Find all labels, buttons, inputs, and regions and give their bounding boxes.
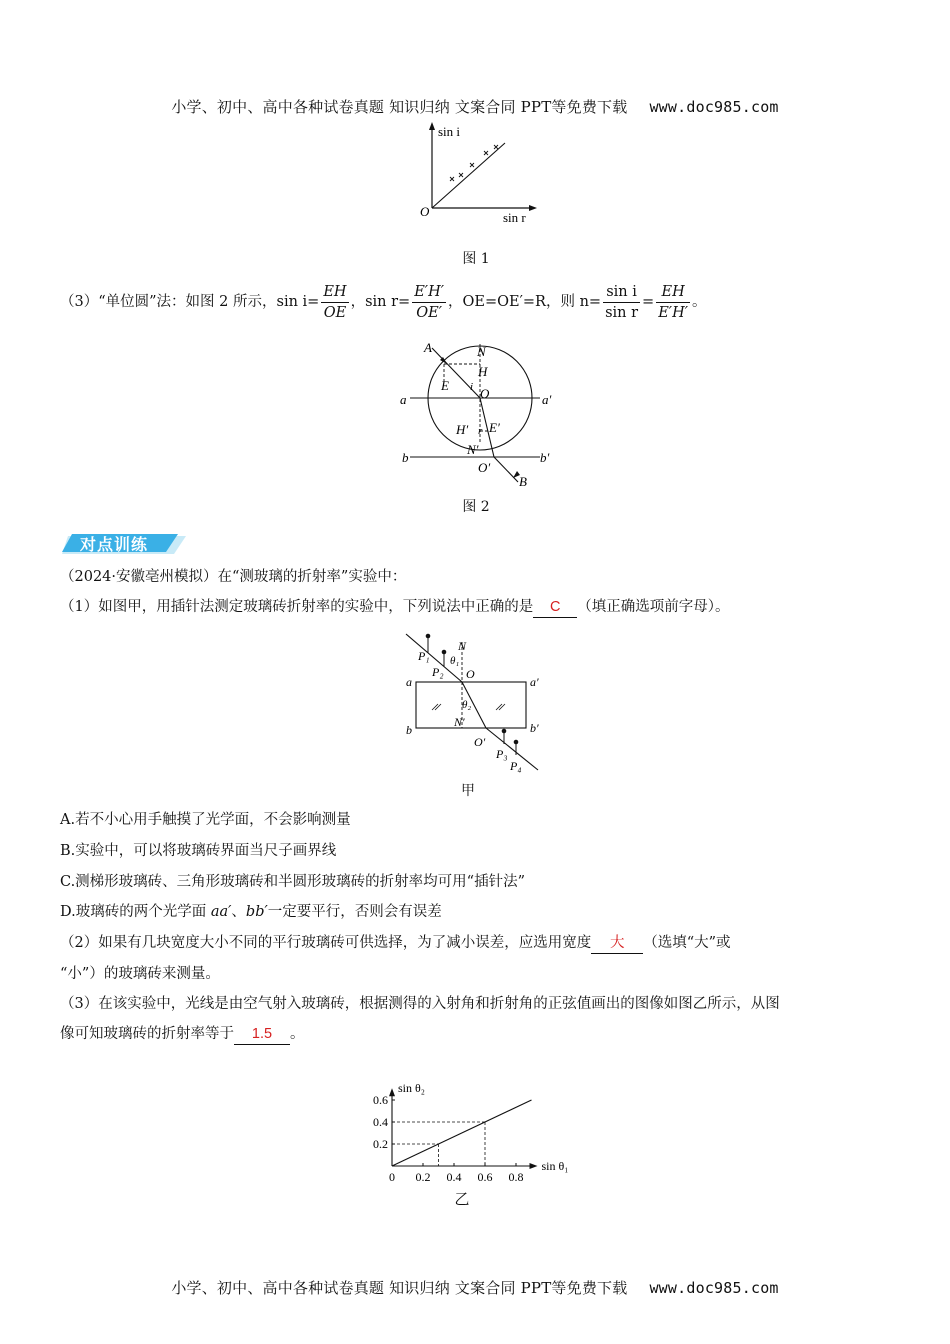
sin-r: sin r: [365, 294, 399, 310]
chart-y-tick-label-0: 0.2: [373, 1137, 388, 1151]
jia-a: a: [406, 675, 412, 689]
header-text: 小学、初中、高中各种试卷真题 知识归纳 文案合同 PPT等免费下载: [171, 98, 628, 116]
q1-answer[interactable]: C: [533, 597, 577, 618]
option-d-prefix: D.玻璃砖的两个光学面: [60, 904, 211, 920]
chart-x-tick-label-1: 0.2: [415, 1170, 431, 1184]
fraction-eh-ehprime: [656, 282, 690, 323]
chart-x-tick-label-4: 0.8: [508, 1170, 524, 1184]
fig1-y-arrow: [429, 122, 435, 130]
chart-caption: 乙: [454, 1190, 470, 1208]
jia-hatch-4: [499, 704, 505, 710]
fig2-E: E: [441, 378, 449, 393]
sin-i: sin i: [276, 294, 308, 310]
fig2-Nprime: N′: [467, 442, 479, 457]
fig2-bprime: b′: [540, 450, 550, 465]
f3-den: sin r: [605, 304, 639, 321]
fig2-O: O: [480, 386, 490, 401]
figure-jia: [398, 630, 548, 778]
jia-aprime: a′: [530, 675, 539, 689]
q2-suffix: （选填“大”或: [643, 935, 731, 951]
fig1-point-4: [484, 151, 488, 155]
fig2-Hprime: H′: [456, 422, 469, 437]
fig2-i: i: [470, 381, 474, 393]
chart-y-tick-label-2: 0.6: [373, 1093, 388, 1107]
q3-line2: [60, 1024, 305, 1045]
badge-label: 对点训练: [80, 535, 149, 554]
jia-P2: P₂: [432, 665, 444, 679]
q3-suffix: 。: [290, 1026, 305, 1042]
f1-den: OE: [323, 304, 347, 321]
q2-line2: “小”）的玻璃砖来测量。: [60, 966, 220, 982]
fig2-B: B: [519, 474, 527, 489]
jia-b: b: [406, 723, 412, 737]
chart-y-arrow: [389, 1088, 395, 1096]
option-d-bb: bb′: [245, 904, 268, 920]
fraction-sin: [603, 282, 640, 323]
chart-y-label: sin θ₂: [398, 1081, 425, 1095]
fraction-eh-oe: [321, 282, 348, 323]
q3-answer[interactable]: 1.5: [234, 1024, 290, 1045]
chart-x-tick-label-0: 0: [389, 1170, 395, 1184]
option-d-aa: aa′: [210, 904, 232, 920]
jia-theta2: θ₂: [462, 699, 472, 711]
question-source: （2024·安徽亳州模拟）在“测玻璃的折射率”实验中：: [60, 569, 407, 585]
q1-suffix: （填正确选项前字母）。: [577, 599, 730, 615]
eq-3: =: [642, 294, 655, 310]
fig2-a: a: [400, 392, 407, 407]
option-d: [60, 902, 442, 922]
fig1-point-5: [494, 145, 498, 149]
fig2-Eprime: E′: [489, 420, 500, 435]
q2-answer[interactable]: 大: [591, 933, 643, 954]
fig2-N: N: [477, 344, 486, 359]
fig2-A: A: [424, 340, 432, 355]
jia-O: O: [466, 667, 475, 681]
jia-Nprime: N′: [454, 715, 465, 729]
fig2-b: b: [402, 450, 409, 465]
page-header: [0, 96, 950, 117]
method3-line: [60, 278, 707, 326]
fig1-fit-line: [432, 143, 505, 208]
figure2-unit-circle: [390, 336, 570, 490]
q2-prefix: （2）如果有几块宽度大小不同的平行玻璃砖可供选择，为了减小误差，应选用宽度: [60, 935, 592, 951]
jia-pins: [426, 634, 519, 755]
chart-x-tick-label-3: 0.6: [477, 1170, 493, 1184]
figure2-caption: 图 2: [462, 499, 490, 515]
jia-hatch-1: [432, 704, 438, 710]
option-a: A.若不小心用手触摸了光学面，不会影响测量: [60, 812, 351, 828]
fig2-Oprime: O′: [478, 460, 491, 475]
option-b: B.实验中，可以将玻璃砖界面当尺子画界线: [60, 843, 337, 859]
fig1-point-2: [459, 173, 463, 177]
f2-num: E′H′: [412, 282, 446, 303]
option-c: C.测梯形玻璃砖、三角形玻璃砖和半圆形玻璃砖的折射率均可用“插针法”: [60, 874, 526, 890]
footer-url[interactable]: www.doc985.com: [649, 1279, 779, 1297]
chart-yi: [360, 1080, 600, 1190]
jia-theta1: θ₁: [450, 655, 460, 667]
eq-1: =: [307, 294, 320, 310]
section-badge: [62, 534, 186, 556]
fig1-origin: O: [420, 204, 430, 219]
q2-line: [60, 933, 731, 954]
fig1-x-label: sin r: [503, 210, 526, 225]
page-footer: [0, 1277, 950, 1298]
fig2-aprime: a′: [542, 392, 552, 407]
header-url[interactable]: www.doc985.com: [649, 98, 779, 116]
figure1-graph: [410, 118, 540, 228]
fig1-point-1: [450, 177, 454, 181]
option-d-suffix: 一定要平行，否则会有误差: [267, 904, 442, 920]
q3-line1: （3）在该实验中，光线是由空气射入玻璃砖，根据测得的入射角和折射角的正弦值画出的图像如图乙所示，从图: [60, 996, 780, 1012]
jia-P1: P₁: [418, 649, 430, 663]
q1-prefix: （1）如图甲，用插针法测定玻璃砖折射率的实验中，下列说法中正确的是: [60, 599, 534, 615]
fig2-H: H: [478, 364, 488, 379]
figure1-caption: 图 1: [462, 251, 490, 267]
eq-2: =: [398, 294, 411, 310]
f1-num: EH: [321, 282, 348, 303]
jia-bprime: b′: [530, 721, 539, 735]
fig1-x-arrow: [529, 205, 537, 211]
comma-1: ，: [350, 294, 366, 310]
option-d-sep: 、: [231, 904, 246, 920]
f4-den: E′H′: [658, 304, 689, 321]
jia-Oprime: O′: [474, 735, 486, 749]
f3-num: sin i: [603, 282, 640, 303]
jia-hatch-2: [435, 704, 441, 710]
method3-end: 。: [692, 294, 707, 310]
fig1-point-3: [470, 163, 474, 167]
method3-prefix: （3）“单位圆”法：如图 2 所示，: [60, 294, 277, 310]
fig1-y-label: sin i: [438, 124, 461, 139]
chart-series-line: [392, 1100, 532, 1166]
jia-P3: P₃: [496, 747, 508, 761]
footer-text: 小学、初中、高中各种试卷真题 知识归纳 文案合同 PPT等免费下载: [171, 1279, 628, 1297]
q1-line: [60, 597, 729, 618]
jia-hatch-3: [496, 704, 502, 710]
jia-P4: P₄: [510, 759, 522, 773]
fig2-exit-ray: [494, 457, 518, 482]
chart-x-tick-label-2: 0.4: [446, 1170, 462, 1184]
method3-mid: ，OE=OE′=R，则 n=: [448, 294, 602, 310]
figure-jia-caption: 甲: [461, 783, 475, 799]
f4-num: EH: [656, 282, 690, 303]
fig2-r: r: [478, 425, 483, 437]
chart-x-arrow: [530, 1163, 538, 1169]
jia-N: N: [458, 639, 467, 653]
fraction-eh-prime: [412, 282, 446, 323]
chart-y-tick-label-1: 0.4: [373, 1115, 388, 1129]
q3-prefix: 像可知玻璃砖的折射率等于: [60, 1026, 234, 1042]
chart-x-label: sin θ₁: [541, 1159, 569, 1173]
fig1-points: [450, 145, 498, 181]
f2-den: OE′: [416, 304, 442, 321]
